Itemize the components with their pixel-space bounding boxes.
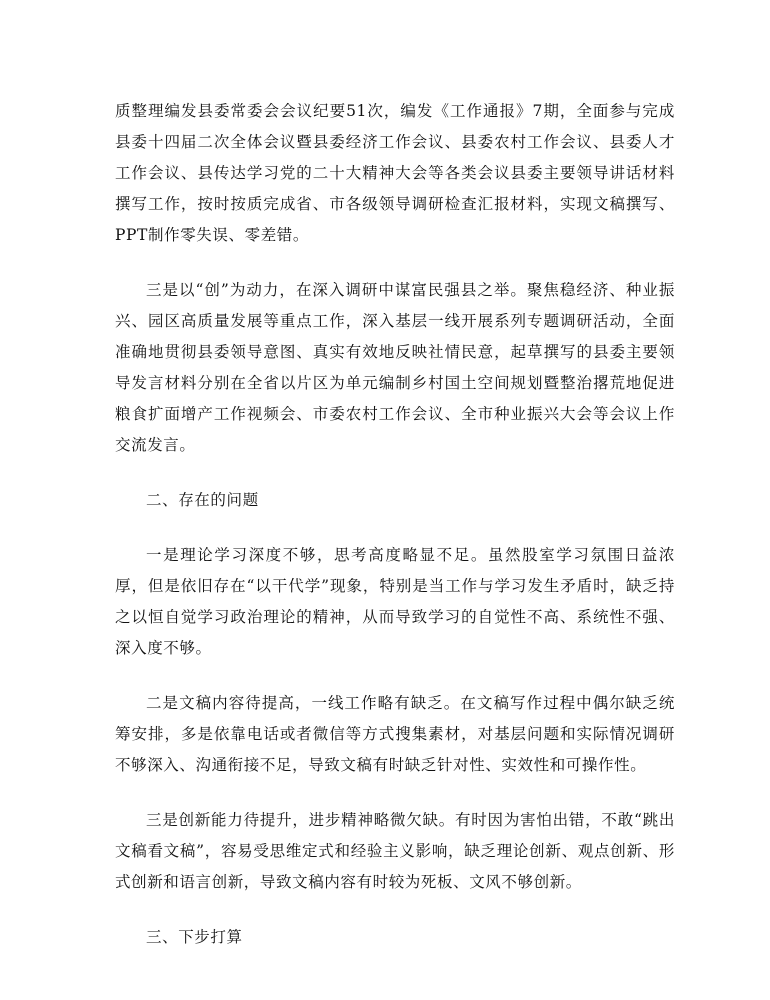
paragraph-problem-two: 二是文稿内容待提高，一线工作略有缺乏。在文稿写作过程中偶尔缺乏统筹安排，多是依靠电话或者微信等方式搜集素材，对基层问题和实际情况调研不够深入、沟通衔接不足，导致文稿有时缺乏针对性、实效性和可操作性。	[115, 694, 675, 774]
paragraph-problem-one: 一是理论学习深度不够，思考高度略显不足。虽然股室学习氛围日益浓厚，但是依旧存在“以干代学”现象，特别是当工作与学习发生矛盾时，缺乏持之以恒自觉学习政治理论的精神，从而导致学习的自觉性不高、系统性不强、深入度不够。	[115, 546, 675, 657]
paragraph-continuation: 质整理编发县委常委会会议纪要51次，编发《工作通报》7期，全面参与完成县委十四届二次全体会议暨县委经济工作会议、县委农村工作会议、县委人才工作会议、县传达学习党的二十大精神大会等各类会议县委主要领导讲话材料撰写工作，按时按质完成省、市各级领导调研检查汇报材料，实现文稿撰写、PPT制作零失误、零差错。	[115, 102, 675, 244]
document-body	[115, 96, 675, 977]
section-heading-next-steps: 三、下步打算	[146, 928, 243, 946]
section-heading-problems: 二、存在的问题	[146, 491, 259, 509]
paragraph-problem-three: 三是创新能力待提升，进步精神略微欠缺。有时因为害怕出错，不敢“跳出文稿看文稿”，容易受思维定式和经验主义影响，缺乏理论创新、观点创新、形式创新和语言创新，导致文稿内容有时较为死板、文风不够创新。	[115, 811, 675, 891]
paragraph-third-point: 三是以“创”为动力，在深入调研中谋富民强县之举。聚焦稳经济、种业振兴、园区高质量发展等重点工作，深入基层一线开展系列专题调研活动，全面准确地贯彻县委领导意图、真实有效地反映社情民意，起草撰写的县委主要领导发言材料分别在全省以片区为单元编制乡村国土空间规划暨整治撂荒地促进粮食扩面增产工作视频会、市委农村工作会议、全市种业振兴大会等会议上作交流发言。	[115, 281, 675, 454]
